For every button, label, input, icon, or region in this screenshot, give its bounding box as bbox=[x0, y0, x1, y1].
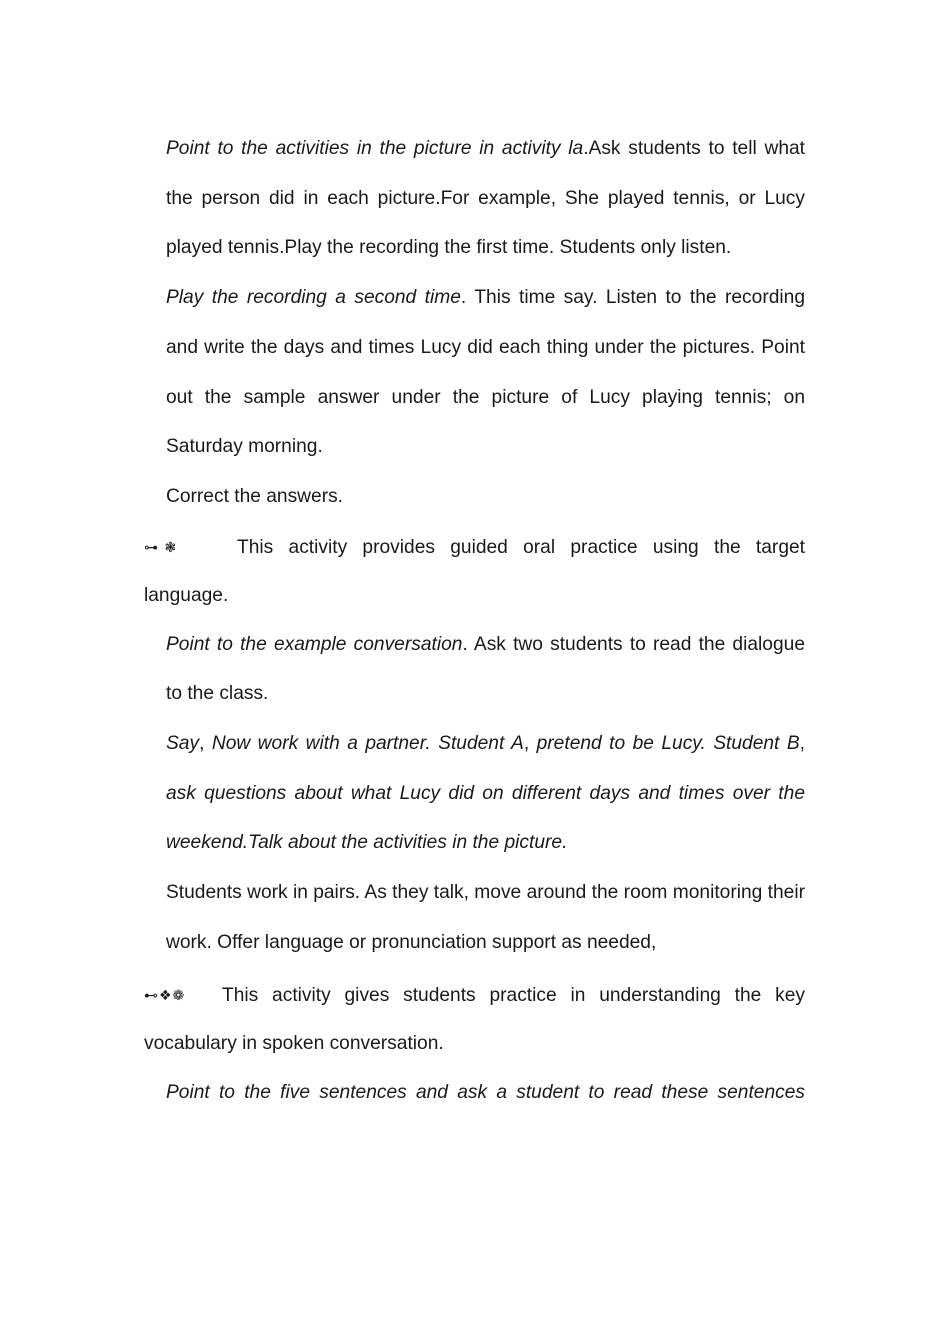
paragraph-oral-practice bbox=[144, 524, 805, 620]
instruction-italic: Point to the example conversation bbox=[166, 633, 463, 655]
paragraph-text: Students work in pairs. As they talk, move around the room monitoring their work. Offer language or pronunciation support as needed, bbox=[166, 882, 805, 953]
instruction-italic: Say bbox=[166, 733, 200, 755]
paragraph-text: This activity gives students practice in understanding the key vocabulary in spoken conversation. bbox=[144, 984, 805, 1055]
paragraph-pairs-monitoring bbox=[144, 868, 805, 967]
separator-text: , bbox=[199, 733, 212, 755]
instruction-italic: Point to the activities in the picture in activity la bbox=[166, 138, 584, 159]
document-body bbox=[144, 124, 805, 1117]
paragraph-partner-work bbox=[144, 719, 805, 868]
paragraph-vocabulary-practice bbox=[144, 972, 805, 1068]
decorative-bullet-icon: ⊷❖❁ bbox=[144, 987, 186, 1004]
paragraph-text: . Ask two students to read the dialogue to the class. bbox=[166, 633, 805, 705]
separator-text: , bbox=[799, 733, 805, 755]
instruction-italic: Point to the five sentences and ask a student to read these sentences bbox=[166, 1081, 805, 1103]
paragraph-five-sentences bbox=[144, 1068, 805, 1118]
paragraph-text: Correct the answers. bbox=[166, 485, 344, 507]
paragraph-activity-intro bbox=[144, 124, 805, 273]
paragraph-text: .Ask students to tell what the person did in each picture.For example, She played tennis, or Lucy played tennis.Play the recording the first time. Students only listen. bbox=[166, 138, 806, 259]
instruction-italic: ask questions about what Lucy did on different days and times over the weekend.Talk about the activities in the picture. bbox=[166, 782, 805, 854]
instruction-italic: Now work with a partner. Student A bbox=[211, 733, 524, 755]
decorative-bullet-icon: ⊶ ❃ bbox=[144, 539, 178, 556]
paragraph-example-conversation bbox=[144, 620, 805, 719]
paragraph-text: This activity provides guided oral practice using the target language. bbox=[144, 536, 805, 607]
instruction-italic: Play the recording a second time bbox=[166, 287, 461, 309]
paragraph-five-sentences-wrapper bbox=[144, 1068, 805, 1118]
instruction-italic: pretend to be Lucy. Student B bbox=[536, 733, 800, 755]
paragraph-second-recording bbox=[144, 273, 805, 472]
paragraph-correct-answers bbox=[144, 472, 805, 522]
separator-text: , bbox=[523, 733, 537, 755]
paragraph-text: . This time say. Listen to the recording and write the days and times Lucy did each thing under the pictures. Point out the sample answer under the picture of Lucy playing tennis; on Saturday morning. bbox=[166, 287, 805, 458]
